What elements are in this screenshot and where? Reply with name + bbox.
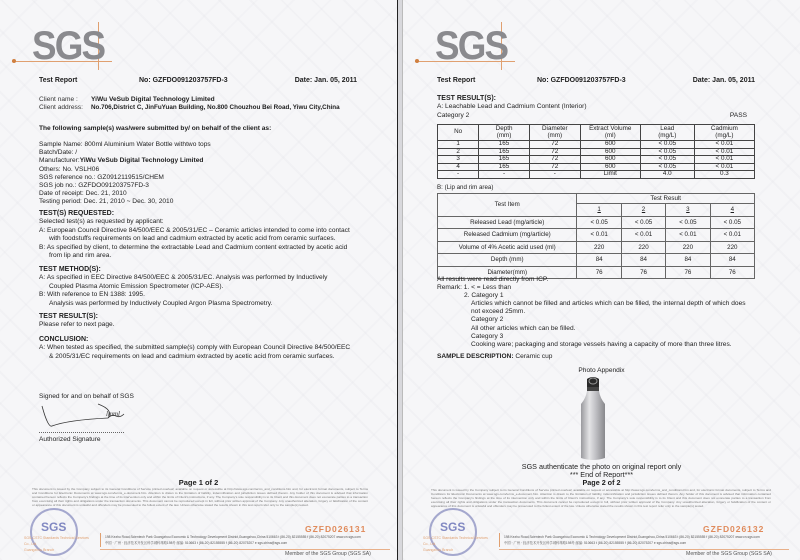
photo-footer xyxy=(403,463,800,487)
report-date: Date: Jan. 05, 2011 xyxy=(294,77,357,84)
sample-info: Sample Name: 800ml Aluminium Water Bottle withtwo tops Batch/Date: / Manufacturer:YiWu VeSub Digital Technology Limited Others: No. VSLH06 SGS reference no.: GZ0912119515/CHEM SGS job no.: GZFDO091203757FD-3 Date of receipt: Dec. 21, 2010 Testing period: Dec. 21, 2010 ~ Dec. 30, 2010 xyxy=(39,141,211,206)
report-header xyxy=(437,77,755,84)
test-results-section: TEST RESULT(S): Please refer to next page. xyxy=(39,313,115,329)
interior-results-table xyxy=(437,124,755,179)
report-title: Test Report xyxy=(39,77,78,84)
sgs-stamp: SGS xyxy=(30,508,78,556)
footer-rule xyxy=(499,549,789,550)
report-number: No: GZFDO091203757FD-3 xyxy=(139,77,228,84)
sgs-stamp: SGS xyxy=(429,508,477,556)
report-header xyxy=(39,77,357,84)
fine-print-disclaimer: This document is issued by the Company subject to its General Conditions of Service printed overleaf, available on request or accessible at http://www.sgs.com/terms_and_conditions.htm and, for electronic format documents, subject to Terms and Conditions for Electronic Documents at www.sgs.com/terms_e-document.htm. Attention is drawn to the limitation of liability, indemnification and jurisdiction issues defined therein. Any holder of this document is advised that information contained hereon reflects the Company's findings at the time of its intervention only and within the limits of Client's instructions, if any. The Company's sole responsibility is to its Client and this document does not exonerate parties to a transaction from exercising all their rights and obligations under the transaction documents. This document cannot be reproduced except in full, without prior written approval of the Company. Any unauthorized alteration, forgery or falsification of the content or appearance of this document is unlawful and offenders may be prosecuted to the fullest extent of the law. Unless otherwise stated the results shown in this test report refer only to the sample(s) tested. xyxy=(431,488,771,508)
authorized-signature: Authorized Signature xyxy=(39,436,101,443)
company-address: 198 Kezhu Road,Scientech Park Guangzhou Economic & Technology Development District,Guangzhou,China 510663 t (86-20) 82155555 f (86-20) 82075207 www.cn.sgs.com 中国 · 广州 · 经济技术开发区科学城科珠路198号 邮编: 510663 t (86-20) 82155555 f (86-20) 82075207 e sgs.china@sgs.com xyxy=(105,535,361,545)
test-methods-section: TEST METHOD(S): A: As specified in EEC Directive 84/500/EEC & 2005/31/EC. Analysis was performed by Inductively Coupled Plasma Atomic Emission Spectrometer (ICP-AES). B: With reference to EN 1388: 1995. Analysis was performed by Inductively Coupled Argon Plasma Spectrometry. xyxy=(39,266,328,307)
signed-on-behalf: Signed for and on behalf of SGS xyxy=(39,393,134,400)
member-line: Member of the SGS Group (SGS SA) xyxy=(285,551,371,557)
table-row: Depth (mm) 84 84 84 84 xyxy=(438,254,755,267)
water-bottle-photo xyxy=(575,376,611,462)
gzfd-label: GZFD xyxy=(305,524,333,534)
footer-divider xyxy=(100,533,101,547)
submitted-heading: The following sample(s) was/were submitted by/ on behalf of the client as: xyxy=(39,125,272,132)
tests-requested-section: TEST(S) REQUESTED: Selected test(s) as requested by applicant: A: European Council Directive 84/500/EEC & 2005/31/EC – Ceramic articles intended to come into contact with foodstuffs requirements on lead and cadmium extracted by acetic acid from ceramic surfaces. B: As specified by client, to determine the extractable Lead and Cadmium content extracted by acetic acid from lip and rim area. xyxy=(39,210,350,260)
report-title: Test Report xyxy=(437,77,476,84)
remarks-section: All results were read directly from ICP. Remark: 1. < = Less than 2. Category 1 Articles which cannot be filled and articles which can be filled, the internal depth of which does not exceed 25mm. Category 2 All other articles which can be filled. Category 3 Cooking ware; packaging and storage vessels having a capacity of more than three litres. xyxy=(437,276,777,349)
signature-scribble xyxy=(38,400,128,430)
svg-text:lmml: lmml xyxy=(106,410,120,418)
report-date: Date: Jan. 05, 2011 xyxy=(692,77,755,84)
lip-rim-results-table: Test Item Test Result 1 2 3 4 Released Lead (mg/article) < 0.05 < 0.05 < 0.05 < 0.05 Released Cadmium (mg/article) < 0.01 < 0.01 < 0.01 < 0.01 Volume of 4% Acetic acid used (ml) 220 220 220 220 Depth (mm) 84 84 84 84 Diameter(mm) 76 76 76 76 xyxy=(437,193,755,279)
photo-auth-note: SGS authenticate the photo on original report only xyxy=(521,462,682,471)
icp-note: All results were read directly from ICP. xyxy=(437,276,549,283)
serial-number: 026131 xyxy=(332,524,367,534)
photo-appendix-label: Photo Appendix xyxy=(578,367,625,374)
gzfd-label: GZFD xyxy=(703,524,731,534)
table-row: 1 165 72 600 < 0.05 < 0.01 xyxy=(438,141,755,149)
report-number: No: GZFDO091203757FD-3 xyxy=(537,77,626,84)
member-line: Member of the SGS Group (SGS SA) xyxy=(686,551,772,557)
company-name: SGS-CSTC Standards Technical Services Co., Ltd. Guangzhou Branch xyxy=(24,536,89,552)
test-item-header: Test Item xyxy=(438,194,577,217)
table-row: Released Cadmium (mg/article) < 0.01 < 0.01 < 0.01 < 0.01 xyxy=(438,229,755,242)
sgs-logo: SGS xyxy=(30,24,100,64)
client-info: Client name : YiWu VeSub Digital Technology Limited Client address: No.706,District C, JinFuYuan Building, No.800 Chouzhou Bei Road, Yiwu City,China xyxy=(39,96,340,112)
section-b-label: B: (Lip and rim area) xyxy=(437,184,494,191)
table-row: 4 165 72 600 < 0.05 < 0.01 xyxy=(438,163,755,171)
test-results-heading-block: TEST RESULT(S): A: Leachable Lead and Cadmium Content (Interior) Category 2 PASS xyxy=(437,95,747,119)
page-number: Page 2 of 2 xyxy=(582,478,621,487)
end-of-report: *** End of Report*** xyxy=(569,470,634,479)
fine-print-disclaimer: This document is issued by the Company subject to its General Conditions of Service printed overleaf, available on request or accessible at http://www.sgs.com/terms_and_conditions.htm and, for electronic format documents, subject to Terms and Conditions for Electronic Documents at www.sgs.com/terms_e-document.htm. Attention is drawn to the limitation of liability, indemnification and jurisdiction issues defined therein. Any holder of this document is advised that information contained hereon reflects the Company's findings at the time of its intervention only and within the limits of Client's instructions, if any. The Company's sole responsibility is to its Client and this document does not exonerate parties to a transaction from exercising all their rights and obligations under the transaction documents. This document cannot be reproduced except in full, without prior written approval of the Company. Any unauthorized alteration, forgery or falsification of the content or appearance of this document is unlawful and offenders may be prosecuted to the fullest extent of the law. Unless otherwise stated the results shown in this test report refer only to the sample(s) tested. xyxy=(32,487,368,507)
company-address: 198 Kezhu Road,Scientech Park Guangzhou Economic & Technology Development District,Guangzhou,China 510663 t (86-20) 82155555 f (86-20) 82075207 www.cn.sgs.com 中国 · 广州 · 经济技术开发区科学城科珠路198号 邮编: 510663 t (86-20) 82155555 f (86-20) 82075207 e sgs.china@sgs.com xyxy=(504,535,760,545)
category-label: Category 2 xyxy=(437,111,470,119)
conclusion-section: CONCLUSION: A: When tested as specified, the submitted sample(s) comply with European Council Directive 84/500/EEC & 2005/31/EC requirements on lead and cadmium extracted by acetic acid from ceramic surfaces. xyxy=(39,336,351,360)
report-page-2 xyxy=(403,0,800,560)
company-name: SGS-CSTC Standards Technical Services Co., Ltd. Guangzhou Branch xyxy=(423,536,488,552)
table-row: Volume of 4% Acetic acid used (ml) 220 220 220 220 xyxy=(438,241,755,254)
report-page-1 xyxy=(0,0,397,560)
page-number: Page 1 of 2 xyxy=(178,478,219,487)
pass-label: PASS xyxy=(729,111,747,119)
table-row: Diameter(mm) 76 76 76 76 xyxy=(438,266,755,279)
footer-rule xyxy=(100,549,390,550)
table-row: 3 165 72 600 < 0.05 < 0.01 xyxy=(438,156,755,164)
table-row: Released Lead (mg/article) < 0.05 < 0.05 < 0.05 < 0.05 xyxy=(438,216,755,229)
limit-row: - - - Limit 4.0 0.3 xyxy=(438,171,755,179)
test-result-header: Test Result xyxy=(577,194,755,204)
signature-line xyxy=(39,432,124,433)
client-name: YiWu VeSub Digital Technology Limited xyxy=(91,96,215,103)
client-address: No.706,District C, JinFuYuan Building, No.800 Chouzhou Bei Road, Yiwu City,China xyxy=(91,104,340,112)
table-header-row: No Depth (mm) Diameter (mm) Extract Volume (ml) Lead (mg/L) Cadmium (mg/L) xyxy=(438,125,755,141)
footer-divider xyxy=(499,533,500,547)
table-row: 2 165 72 600 < 0.05 < 0.01 xyxy=(438,148,755,156)
sample-description: SAMPLE DESCRIPTION: Ceramic cup xyxy=(437,353,553,360)
sgs-logo: SGS xyxy=(433,24,503,64)
serial-number: 026132 xyxy=(730,524,765,534)
